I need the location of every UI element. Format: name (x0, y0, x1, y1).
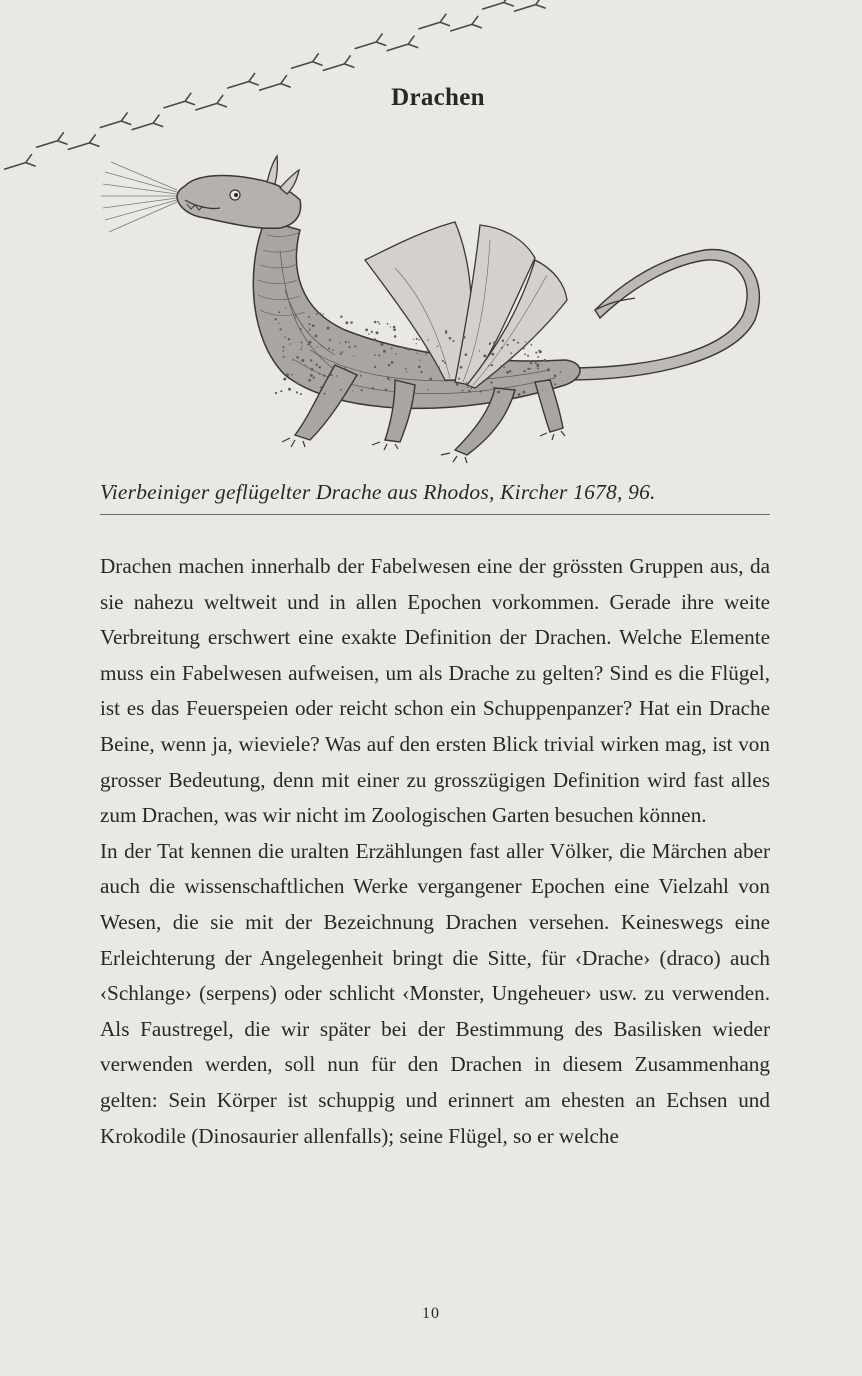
scale-dot (286, 373, 289, 376)
scale-dot (547, 368, 550, 371)
footprint-mark (417, 14, 449, 34)
scale-dot (523, 370, 525, 372)
dragon-illustration (95, 150, 775, 480)
scale-dot (460, 366, 463, 369)
scale-dot (401, 346, 403, 348)
scale-dot (479, 390, 481, 392)
scale-dot (368, 333, 370, 335)
scale-dot (307, 331, 308, 332)
scale-dot (308, 379, 311, 382)
scale-dot (466, 382, 468, 384)
scale-dot (420, 371, 422, 373)
scale-dot (463, 336, 466, 339)
scale-dot (491, 353, 494, 356)
footprint-mark (130, 115, 162, 135)
scale-dot (301, 346, 302, 347)
scale-dot (525, 341, 526, 342)
scale-dot (294, 317, 296, 319)
scale-dot (488, 365, 489, 366)
figure-caption: Vierbeiniger geflügelter Drache aus Rhodos, Kircher 1678, 96. (100, 480, 656, 504)
scale-dot (381, 343, 384, 346)
scale-dot (506, 371, 509, 374)
scale-dot (379, 323, 381, 325)
scale-dot (437, 366, 439, 368)
scale-dot (456, 383, 459, 386)
scale-dot (490, 381, 492, 383)
scale-dot (315, 364, 317, 366)
scale-dot (458, 378, 460, 380)
footprint-mark (513, 0, 545, 17)
scale-dot (500, 365, 502, 367)
scale-dot (280, 390, 282, 392)
scale-dot (427, 389, 428, 390)
scale-dot (352, 390, 353, 391)
scale-dot (535, 352, 537, 354)
scale-dot (393, 328, 396, 331)
caption-divider (100, 514, 770, 515)
scale-dot (429, 378, 432, 381)
scale-dot (468, 390, 471, 393)
footprint-mark (353, 34, 385, 54)
scale-dot (471, 388, 473, 390)
scale-dot (295, 315, 296, 316)
footprint-mark (67, 135, 99, 155)
scale-dot (300, 393, 302, 395)
scale-dot (373, 338, 376, 341)
scale-dot (417, 353, 418, 354)
scale-dot (394, 335, 397, 338)
scale-dot (321, 345, 323, 347)
footprint-mark (385, 36, 417, 56)
scale-dot (336, 375, 337, 376)
scale-dot (329, 339, 331, 341)
scale-dot (530, 368, 531, 369)
paragraph: In der Tat kennen die uralten Erzählungen fast aller Völker, die Märchen aber auch die wissenschaftlichen Werke vergangener Epochen eine Vielzahl von Wesen, die sie mit der Bezeichnung Drachen versehen. Keineswegs eine Erleichterung der Angelegenheit bringt die Sitte, für ‹Drache› (draco) auch ‹Schlange› (serpens) oder schlicht ‹Monster, Ungeheuer› usw. zu verwenden. Als Faustregel, die wir später bei der Bestimmung des Basilisken wieder verwenden werden, soll nun für den Drachen in diesem Zusammenhang gelten: Sein Körper ist schuppig und erinnert am ehesten an Echsen und Krokodile (Dinosaurier allenfalls); seine Flügel, so er welche (100, 838, 770, 1148)
scale-dot (297, 382, 299, 384)
scale-dot (427, 349, 429, 351)
scale-dot (503, 366, 505, 368)
scale-dot (285, 307, 286, 308)
scale-dot (278, 323, 279, 324)
scale-dot (389, 379, 390, 380)
scale-dot (406, 371, 407, 372)
scale-dot (360, 389, 362, 391)
scale-dot (405, 368, 407, 370)
scale-dot (449, 337, 452, 340)
scale-dot (283, 356, 285, 358)
scale-dot (497, 391, 500, 394)
footprint-mark (35, 133, 67, 153)
scale-dot (524, 353, 526, 355)
scale-dot (307, 344, 309, 346)
scale-dot (288, 388, 291, 391)
scale-dot (345, 341, 347, 343)
scale-dot (296, 391, 298, 393)
scale-dot (372, 387, 375, 390)
scale-dot (536, 364, 539, 367)
footprint-mark (481, 0, 513, 15)
scale-dot (343, 367, 345, 369)
scale-dot (365, 329, 368, 332)
scale-dot (554, 374, 557, 377)
scale-dot (353, 356, 354, 357)
scale-dot (513, 339, 515, 341)
scale-dot (538, 350, 540, 352)
scale-dot (378, 355, 380, 357)
scale-dot (445, 330, 447, 332)
scale-dot (345, 321, 348, 324)
scale-dot (350, 321, 353, 324)
scale-dot (284, 336, 286, 338)
scale-dot (319, 312, 321, 314)
scale-dot (518, 393, 521, 396)
scale-dot (442, 360, 444, 362)
scale-dot (360, 375, 362, 377)
scale-dot (310, 359, 312, 361)
scale-dot (427, 339, 428, 340)
scale-dot (313, 376, 315, 378)
scale-dot (509, 370, 512, 373)
scale-dot (332, 349, 334, 351)
scale-dot (452, 340, 454, 342)
scale-dot (340, 389, 342, 391)
scale-dot (319, 366, 321, 368)
scale-dot (420, 359, 421, 360)
scale-dot (354, 333, 356, 335)
scale-dot (527, 368, 529, 370)
scale-dot (491, 364, 493, 366)
scale-dot (407, 348, 410, 351)
scale-dot (377, 321, 379, 323)
scale-dot (426, 353, 428, 355)
scale-dot (391, 361, 394, 364)
footprint-mark (98, 113, 130, 133)
scale-dot (311, 368, 314, 371)
scale-dot (354, 345, 356, 347)
footprint-mark (449, 16, 481, 36)
scale-dot (374, 321, 377, 324)
scale-dot (501, 347, 503, 349)
scale-dot (462, 390, 464, 392)
page-title: Drachen (391, 84, 485, 111)
scale-dot (374, 366, 376, 368)
scale-dot (391, 348, 393, 350)
scale-dot (416, 343, 417, 344)
scale-dot (483, 354, 486, 357)
scale-dot (522, 347, 525, 350)
scale-dot (328, 347, 330, 349)
scale-dot (444, 362, 446, 364)
scale-dot (279, 328, 281, 330)
scale-dot (288, 338, 290, 340)
scale-dot (282, 346, 284, 348)
scale-dot (323, 393, 325, 395)
scale-dot (300, 349, 302, 351)
scale-dot (383, 350, 386, 353)
scale-dot (416, 338, 418, 340)
scale-dot (348, 342, 350, 344)
scale-dot (396, 353, 398, 355)
scale-dot (387, 377, 390, 380)
footprint-mark (322, 56, 354, 76)
scale-dot (493, 387, 495, 389)
paragraph: Drachen machen innerhalb der Fabelwesen eine der grössten Gruppen aus, da sie nahezu weltweit und in allen Epochen vorkommen. Gerade ihre weite Verbreitung erschwert eine exakte Definition der Drachen. Welche Elemente muss ein Fabelwesen aufweisen, um als Drache zu gelten? Sind es die Flügel, ist es das Feuerspeien oder reicht schon ein Schuppenpanzer? Hat ein Drache Beine, wenn ja, wieviele? Was auf den ersten Blick trivial wirken mag, ist von grosser Bedeutung, denn mit einer zu grosszügigen Definition wird fast alles zum Drachen, was wir nicht im Zoologischen Garten besuchen können. (100, 554, 770, 828)
scale-dot (327, 327, 330, 330)
scale-dot (465, 353, 468, 356)
scale-dot (301, 342, 303, 344)
scale-dot (418, 339, 420, 341)
scale-dot (388, 364, 391, 367)
scale-dot (315, 334, 318, 337)
scale-dot (522, 391, 525, 394)
scale-dot (330, 374, 332, 376)
scale-dot (309, 341, 312, 344)
scale-dot (385, 389, 388, 392)
scale-dot (413, 339, 414, 340)
scale-dot (339, 342, 340, 343)
scale-dot (340, 353, 342, 355)
scale-dot (275, 318, 277, 320)
scale-dot (387, 323, 389, 325)
footprint-mark (3, 155, 35, 175)
scale-dot (305, 365, 307, 367)
scale-dot (517, 342, 519, 344)
scale-dot (537, 368, 539, 370)
scale-dot (542, 390, 543, 391)
scale-dot (502, 339, 504, 341)
page-number: 10 (422, 1305, 440, 1322)
scale-dot (301, 359, 304, 362)
scale-dot (489, 343, 491, 345)
scale-dot (437, 346, 439, 348)
scale-dot (537, 356, 539, 358)
scale-dot (320, 386, 322, 388)
scale-dot (283, 378, 286, 381)
scale-dot (531, 344, 533, 346)
scale-dot (283, 350, 285, 352)
scale-dot (312, 324, 315, 327)
footprint-mark (290, 54, 322, 74)
scale-dot (390, 326, 391, 327)
scale-dot (310, 374, 313, 377)
body-text (100, 549, 770, 1154)
scale-dot (290, 343, 291, 344)
scale-dot (393, 326, 396, 329)
scale-dot (278, 311, 280, 313)
scale-dot (467, 387, 468, 388)
scale-dot (374, 354, 376, 356)
scale-dot (342, 351, 344, 353)
scale-dot (554, 383, 556, 385)
scale-dot (479, 350, 480, 351)
scale-dot (527, 355, 529, 357)
scale-dot (275, 392, 277, 394)
scale-dot (418, 365, 421, 368)
scale-dot (530, 362, 532, 364)
scale-dot (308, 323, 310, 325)
scale-dot (309, 329, 311, 331)
scale-dot (371, 331, 373, 333)
scale-dot (317, 346, 318, 347)
scale-dot (300, 328, 302, 330)
scale-dot (316, 313, 318, 315)
scale-dot (510, 352, 512, 354)
scale-dot (414, 328, 416, 330)
scale-dot (308, 316, 310, 318)
scale-dot (507, 344, 509, 346)
scale-dot (291, 374, 293, 376)
scale-dot (319, 372, 321, 374)
scale-dot (543, 359, 546, 362)
scale-dot (493, 342, 496, 345)
scale-dot (535, 362, 537, 364)
scale-dot (348, 346, 350, 348)
scale-dot (323, 374, 325, 376)
scale-dot (340, 315, 342, 317)
scale-dot (500, 387, 502, 389)
scale-dot (340, 328, 342, 330)
scale-dot (376, 331, 379, 334)
scale-dot (292, 359, 294, 361)
scale-dot (510, 357, 512, 359)
scale-dot (296, 356, 299, 359)
scale-dot (322, 313, 324, 315)
scale-dot (560, 371, 562, 373)
